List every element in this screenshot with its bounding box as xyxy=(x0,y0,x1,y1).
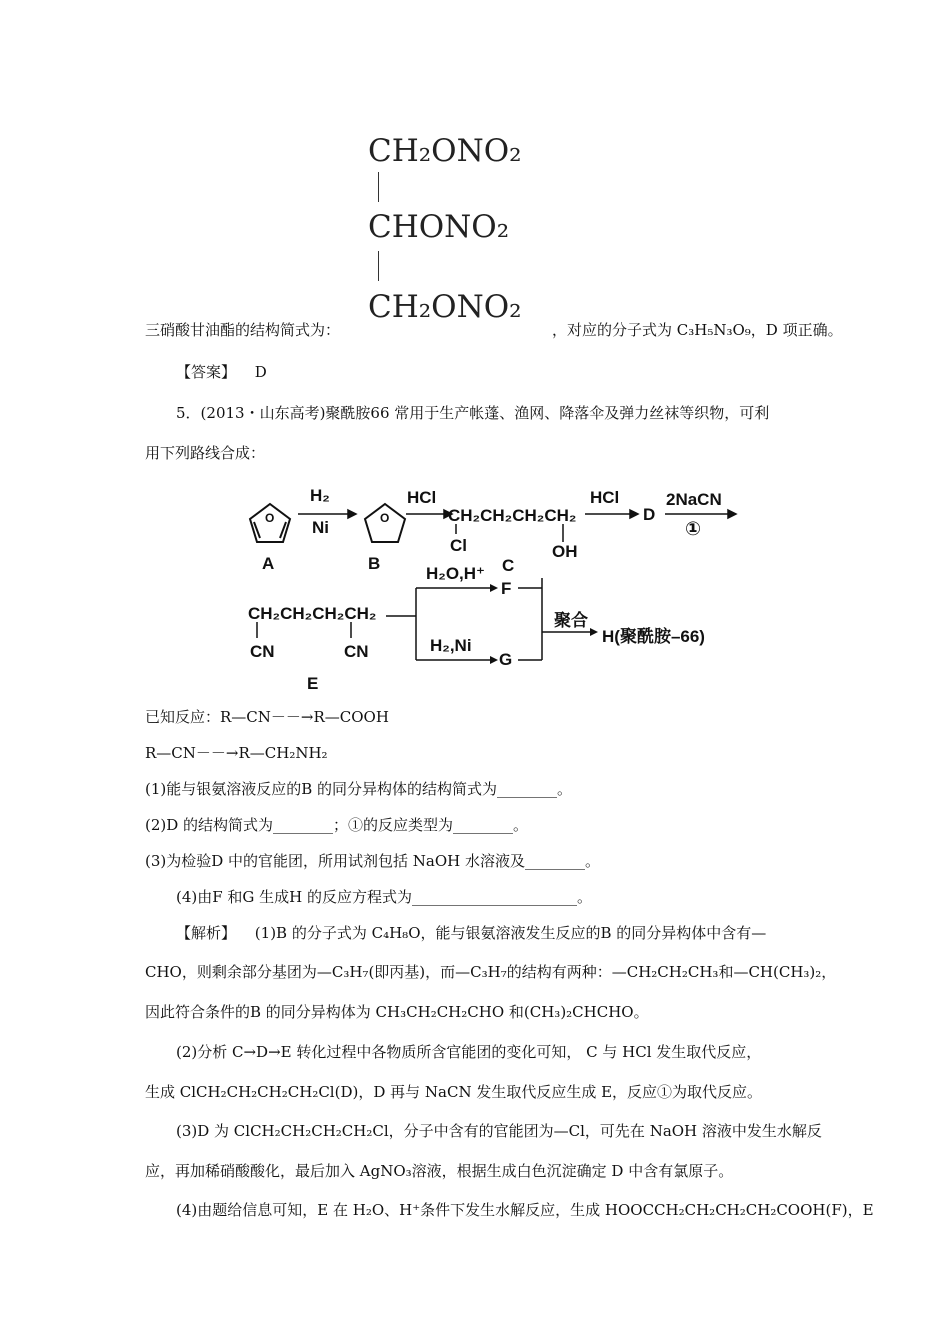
polymerize-label: 聚合 xyxy=(554,611,588,630)
reagent-h2: H₂ xyxy=(310,486,330,505)
arrow-a-b xyxy=(298,510,356,518)
furan-oxygen: O xyxy=(265,511,275,525)
analysis-label: 【解析】 xyxy=(176,924,237,942)
sub-question-3: (3)为检验D 中的官能团，所用试剂包括 NaOH 水溶液及________。 xyxy=(145,852,601,870)
synthesis-scheme xyxy=(240,478,750,698)
sub-question-1: (1)能与银氨溶液反应的B 的同分异构体的结构简式为________。 xyxy=(145,780,573,798)
structure-row-2: CHONO₂ xyxy=(368,209,510,245)
known-reaction-2: R—CN－－→R—CH₂NH₂ xyxy=(145,744,328,762)
label-e: E xyxy=(307,674,319,693)
analysis-line-1 xyxy=(176,923,766,943)
analysis-3-line-1: (3)D 为 ClCH₂CH₂CH₂CH₂Cl，分子中含有的官能团为—Cl，可先在 NaOH 溶液中发生水解反 xyxy=(176,1122,822,1140)
compound-e-chain: CH₂CH₂CH₂CH₂ xyxy=(248,604,377,623)
arrow-d-e xyxy=(665,510,736,518)
step-1-marker: ① xyxy=(685,519,702,540)
question-5-line-2: 用下列路线合成： xyxy=(145,444,266,462)
label-b: B xyxy=(368,554,381,573)
reagent-h2o-h: H₂O,H⁺ xyxy=(426,564,486,583)
compound-d: D xyxy=(643,505,656,524)
label-c: C xyxy=(502,556,515,575)
analysis-1-line-3: 因此符合条件的B 的同分异构体为 CH₃CH₂CH₂CHO 和(CH₃)₂CHCHO。 xyxy=(145,1003,649,1021)
analysis-2-line-1: (2)分析 C→D→E 转化过程中各物质所含官能团的变化可知， C 与 HCl 发生取代反应， xyxy=(176,1043,762,1061)
answer-line xyxy=(176,362,267,382)
arrow-b-c xyxy=(406,510,452,518)
product-f: F xyxy=(501,579,512,598)
reagent-hcl-1: HCl xyxy=(407,488,437,507)
reagent-ni: Ni xyxy=(312,518,329,537)
label-a: A xyxy=(262,554,275,573)
structure-row-1: CH₂ONO₂ xyxy=(368,133,522,169)
compound-c-oh: OH xyxy=(552,542,578,561)
reagent-hcl-2: HCl xyxy=(590,488,620,507)
product-g: G xyxy=(499,650,513,669)
analysis-3-line-2: 应，再加稀硝酸酸化，最后加入 AgNO₃溶液，根据生成白色沉淀确定 D 中含有氯原子。 xyxy=(145,1162,734,1180)
structure-row-3: CH₂ONO₂ xyxy=(368,289,522,325)
glyceryl-trinitrate-structure xyxy=(368,134,548,334)
analysis-1-line-2: CHO，则剩余部分基团为—C₃H₇(即丙基)，而—C₃H₇的结构有两种：—CH₂CH₂CH₃和—CH(CH₃)₂， xyxy=(145,963,837,981)
sub-question-2: (2)D 的结构简式为________；①的反应类型为________。 xyxy=(145,816,529,834)
compound-e-cn-left: CN xyxy=(250,642,275,661)
known-reaction-1: 已知反应：R—CN－－→R—COOH xyxy=(145,708,389,726)
analysis-2-line-2: 生成 ClCH₂CH₂CH₂CH₂Cl(D)，D 再与 NaCN 发生取代反应生成 E，反应①为取代反应。 xyxy=(145,1083,763,1101)
intro-prefix: 三硝酸甘油酯的结构简式为： xyxy=(145,321,341,339)
answer-value: D xyxy=(254,363,267,381)
compound-c-chain: CH₂CH₂CH₂CH₂ xyxy=(448,506,577,525)
arrow-c-d xyxy=(585,510,638,518)
thf-oxygen: O xyxy=(380,511,390,525)
product-h: H(聚酰胺–66) xyxy=(602,627,705,646)
intro-suffix: ，对应的分子式为 C₃H₅N₃O₉，D 项正确。 xyxy=(552,321,843,339)
analysis-1-text: (1)B 的分子式为 C₄H₈O，能与银氨溶液发生反应的B 的同分异构体中含有— xyxy=(254,924,767,942)
sub-question-4: (4)由F 和G 生成H 的反应方程式为______________________。 xyxy=(176,888,593,906)
structure-bond-2 xyxy=(378,251,379,281)
question-5-line-1: 5．(2013・山东高考)聚酰胺66 常用于生产帐蓬、渔网、降落伞及弹力丝袜等织物，可利 xyxy=(176,404,770,422)
reagent-nacn: 2NaCN xyxy=(666,490,722,509)
answer-label: 【答案】 xyxy=(176,363,237,381)
reagent-h2-ni: H₂,Ni xyxy=(430,636,472,655)
structure-bond-1 xyxy=(378,172,379,202)
analysis-4-line-1: (4)由题给信息可知，E 在 H₂O、H⁺条件下发生水解反应，生成 HOOCCH₂CH₂CH₂CH₂COOH(F)，E xyxy=(176,1201,874,1219)
compound-c-cl: Cl xyxy=(450,536,467,555)
compound-e-cn-right: CN xyxy=(344,642,369,661)
